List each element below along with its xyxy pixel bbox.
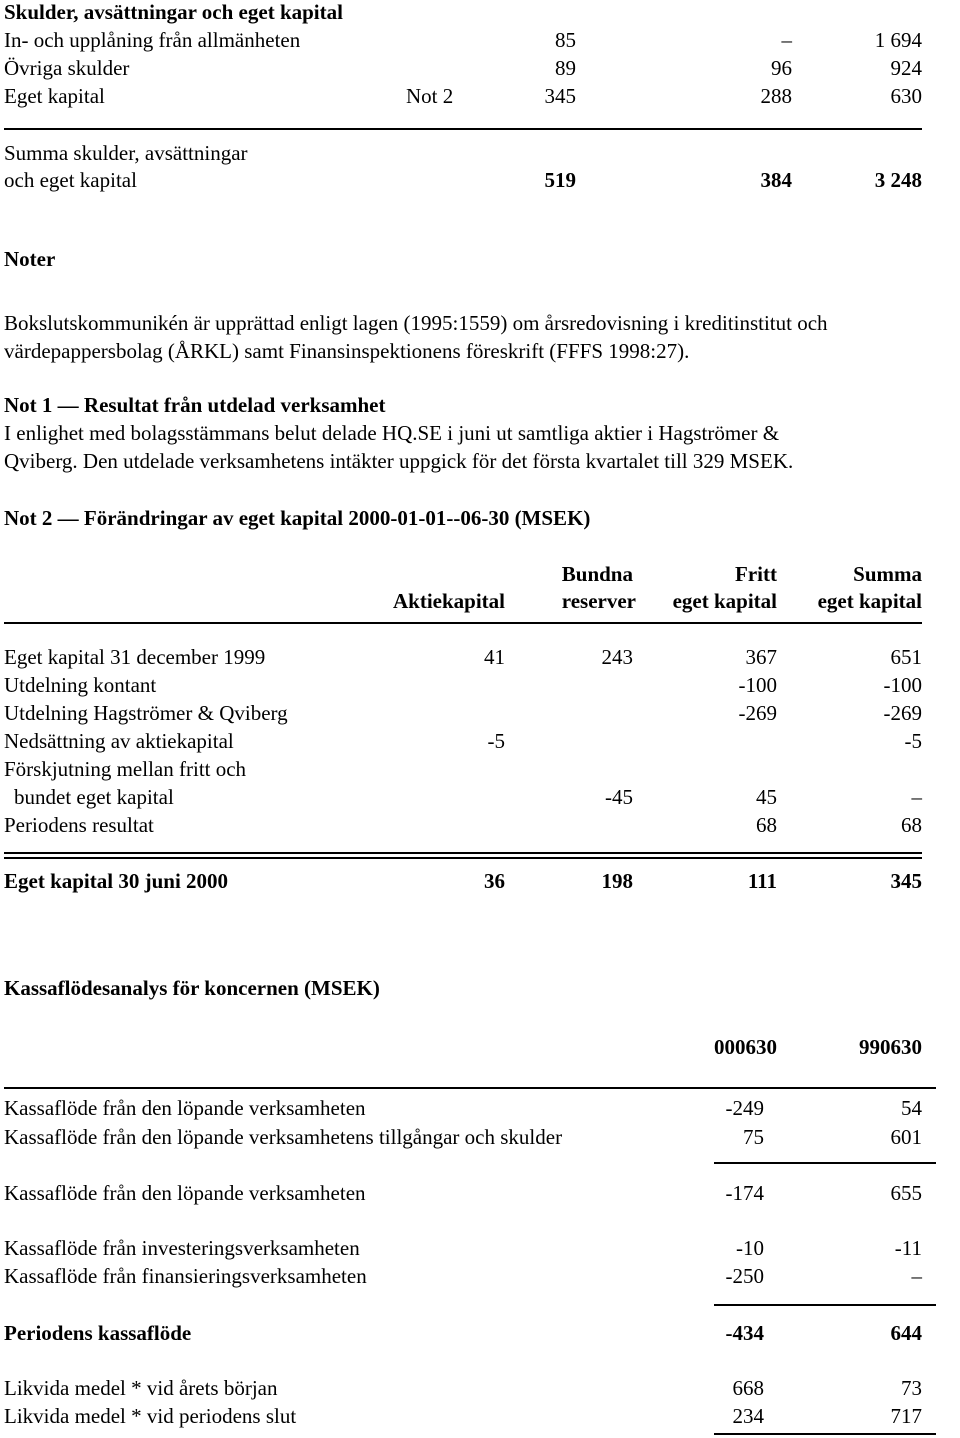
value-cell: 924	[890, 56, 922, 80]
double-divider	[4, 857, 922, 859]
value-cell: -45	[605, 785, 633, 809]
row-label: Kassaflöde från finansieringsverksamheten	[4, 1264, 367, 1288]
value-cell: 198	[601, 869, 633, 893]
note1-text: Qviberg. Den utdelade verksamhetens intäkter uppgick för det första kvartalet till 329 MSEK.	[4, 449, 794, 473]
value-cell: 367	[745, 645, 777, 669]
note-reference: Not 2	[406, 84, 454, 108]
value-cell: 1 694	[874, 28, 922, 52]
row-label: Övriga skulder	[4, 56, 130, 80]
value-cell: 717	[890, 1404, 922, 1428]
value-cell: 75	[743, 1125, 764, 1149]
row-label: Kassaflöde från den löpande verksamheten	[4, 1096, 366, 1120]
value-cell: -174	[725, 1181, 764, 1205]
value-cell: 601	[890, 1125, 922, 1149]
divider	[4, 622, 922, 624]
divider	[714, 1162, 936, 1164]
value-cell: 234	[732, 1404, 764, 1428]
value-cell: 68	[756, 813, 777, 837]
value-cell: 36	[484, 869, 505, 893]
value-cell: 651	[890, 645, 922, 669]
row-label: Likvida medel * vid periodens slut	[4, 1404, 297, 1428]
row-label: bundet eget kapital	[14, 785, 174, 809]
notes-intro: värdepappersbolag (ÅRKL) samt Finansinspektionens föreskrift (FFFS 1998:27).	[4, 339, 690, 363]
value-cell: -5	[487, 729, 505, 753]
row-label: Kassaflöde från investeringsverksamheten	[4, 1236, 360, 1260]
value-cell: 3 248	[874, 168, 922, 192]
value-cell: -250	[725, 1264, 764, 1288]
value-cell: 519	[544, 168, 576, 192]
value-cell: 68	[901, 813, 922, 837]
column-header: reserver	[561, 589, 636, 613]
value-cell: -10	[736, 1236, 764, 1260]
value-cell: –	[911, 785, 922, 809]
note1-title: Not 1 — Resultat från utdelad verksamhet	[4, 393, 386, 417]
value-cell: -100	[738, 673, 777, 697]
value-cell: 243	[601, 645, 633, 669]
row-label: Summa skulder, avsättningar	[4, 141, 248, 165]
column-header: 990630	[859, 1035, 922, 1059]
column-header: Fritt	[735, 562, 777, 586]
column-header: eget kapital	[817, 589, 922, 613]
value-cell: -5	[904, 729, 922, 753]
double-divider	[4, 852, 922, 854]
value-cell: 111	[747, 869, 777, 893]
row-label: Eget kapital 31 december 1999	[4, 645, 266, 669]
value-cell: -249	[725, 1096, 764, 1120]
value-cell: 384	[760, 168, 792, 192]
row-label: och eget kapital	[4, 168, 137, 192]
column-header: Summa	[853, 562, 922, 586]
note2-title: Not 2 — Förändringar av eget kapital 2000-01-01--06-30 (MSEK)	[4, 506, 591, 530]
value-cell: 45	[756, 785, 777, 809]
row-label: Likvida medel * vid årets början	[4, 1376, 278, 1400]
row-label: In- och upplåning från allmänheten	[4, 28, 301, 52]
value-cell: 41	[484, 645, 505, 669]
column-header: Aktiekapital	[392, 589, 505, 613]
value-cell: -269	[883, 701, 922, 725]
column-header: eget kapital	[672, 589, 777, 613]
value-cell: 668	[732, 1376, 764, 1400]
row-label: Utdelning kontant	[4, 673, 157, 697]
value-cell: 345	[544, 84, 576, 108]
notes-heading: Noter	[4, 247, 56, 271]
value-cell: 85	[555, 28, 576, 52]
value-cell: 96	[771, 56, 792, 80]
value-cell: -11	[894, 1236, 922, 1260]
value-cell: 345	[890, 869, 922, 893]
row-label: Eget kapital 30 juni 2000	[4, 869, 229, 893]
value-cell: 644	[890, 1321, 922, 1345]
row-label: Kassaflöde från den löpande verksamheten	[4, 1181, 366, 1205]
cashflow-heading: Kassaflödesanalys för koncernen (MSEK)	[4, 976, 380, 1000]
value-cell: 630	[890, 84, 922, 108]
column-header: 000630	[714, 1035, 777, 1059]
divider	[714, 1433, 936, 1435]
divider	[714, 1304, 936, 1306]
row-label: Förskjutning mellan fritt och	[4, 757, 247, 781]
row-label: Periodens kassaflöde	[4, 1321, 192, 1345]
row-label: Kassaflöde från den löpande verksamhetens tillgångar och skulder	[4, 1125, 563, 1149]
row-label: Utdelning Hagströmer & Qviberg	[4, 701, 288, 725]
note1-text: I enlighet med bolagsstämmans belut delade HQ.SE i juni ut samtliga aktier i Hagströmer &	[4, 421, 780, 445]
value-cell: 54	[901, 1096, 922, 1120]
value-cell: -100	[883, 673, 922, 697]
column-header: Bundna	[561, 562, 633, 586]
value-cell: 655	[890, 1181, 922, 1205]
divider	[4, 1087, 936, 1089]
value-cell: 73	[901, 1376, 922, 1400]
row-label: Nedsättning av aktiekapital	[4, 729, 234, 753]
notes-intro: Bokslutskommunikén är upprättad enligt lagen (1995:1559) om årsredovisning i kreditinstitut och	[4, 311, 828, 335]
balance-heading: Skulder, avsättningar och eget kapital	[4, 0, 343, 24]
value-cell: -269	[738, 701, 777, 725]
row-label: Periodens resultat	[4, 813, 154, 837]
value-cell: 288	[760, 84, 792, 108]
value-cell: –	[781, 28, 792, 52]
value-cell: -434	[725, 1321, 764, 1345]
row-label: Eget kapital	[4, 84, 105, 108]
divider	[4, 128, 922, 130]
value-cell: 89	[555, 56, 576, 80]
value-cell: –	[911, 1264, 922, 1288]
